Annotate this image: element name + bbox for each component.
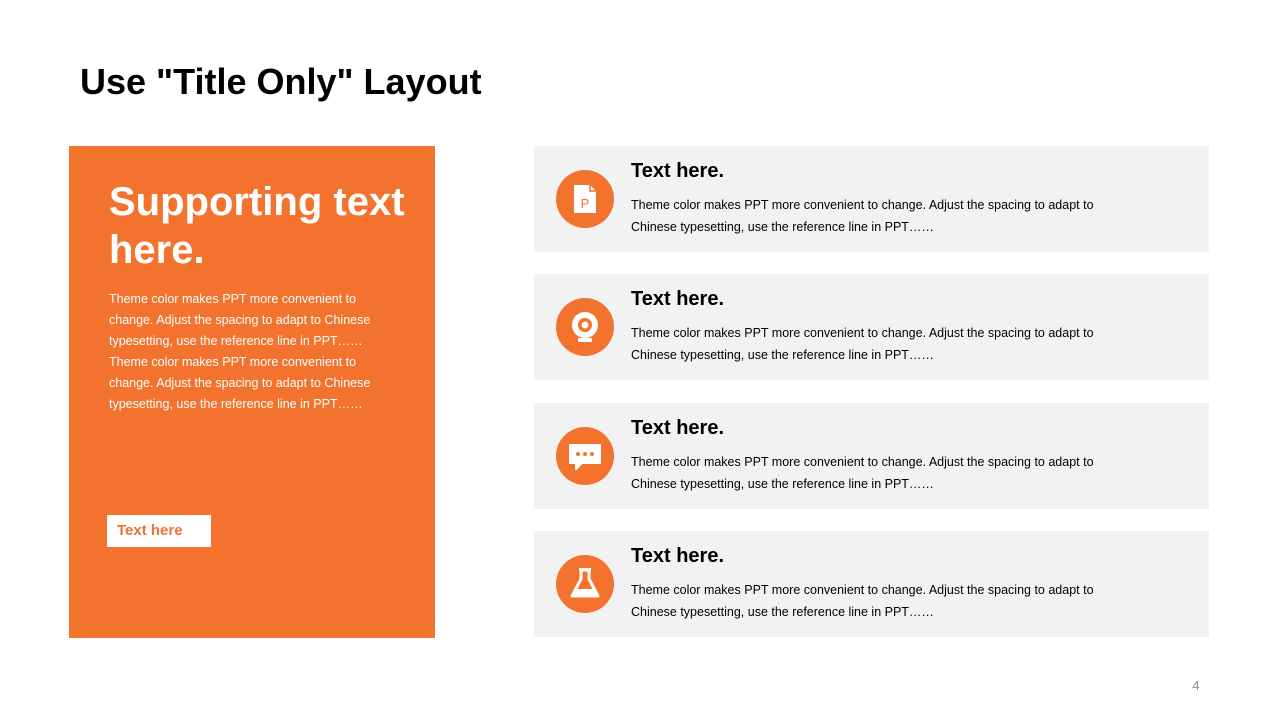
chat-bubble-icon: [556, 427, 614, 485]
svg-text:P: P: [580, 196, 590, 211]
info-card: [534, 274, 1209, 380]
supporting-panel: [69, 146, 435, 638]
card-title: Text here.: [631, 288, 724, 310]
card-text: Theme color makes PPT more convenient to change. Adjust the spacing to adapt to Chinese typesetting, use the reference line in PPT……: [631, 455, 1094, 491]
page-number: 4: [1192, 678, 1200, 693]
webcam-icon: [556, 298, 614, 356]
document-p-icon: [556, 170, 614, 228]
card-title: Text here.: [631, 417, 724, 439]
card-title: Text here.: [631, 545, 724, 567]
card-text: Theme color makes PPT more convenient to change. Adjust the spacing to adapt to Chinese typesetting, use the reference line in PPT……: [631, 198, 1094, 234]
supporting-body-text: Theme color makes PPT more convenient to change. Adjust the spacing to adapt to Chinese typesetting, use the reference line in PPT…… Theme color makes PPT more convenient to change. Adjust the spacing to adapt to Chinese typesetting, use the reference line in PPT……: [109, 292, 371, 411]
info-card: [534, 403, 1209, 509]
card-text: Theme color makes PPT more convenient to change. Adjust the spacing to adapt to Chinese typesetting, use the reference line in PPT……: [631, 326, 1094, 362]
card-text: Theme color makes PPT more convenient to change. Adjust the spacing to adapt to Chinese typesetting, use the reference line in PPT……: [631, 583, 1094, 619]
supporting-heading: Supporting text here.: [109, 180, 405, 272]
slide-title: Use "Title Only" Layout: [80, 61, 482, 102]
info-card: [534, 146, 1209, 252]
info-card: [534, 531, 1209, 637]
flask-icon: [556, 555, 614, 613]
text-here-button[interactable]: Text here: [107, 515, 211, 547]
card-title: Text here.: [631, 160, 724, 182]
